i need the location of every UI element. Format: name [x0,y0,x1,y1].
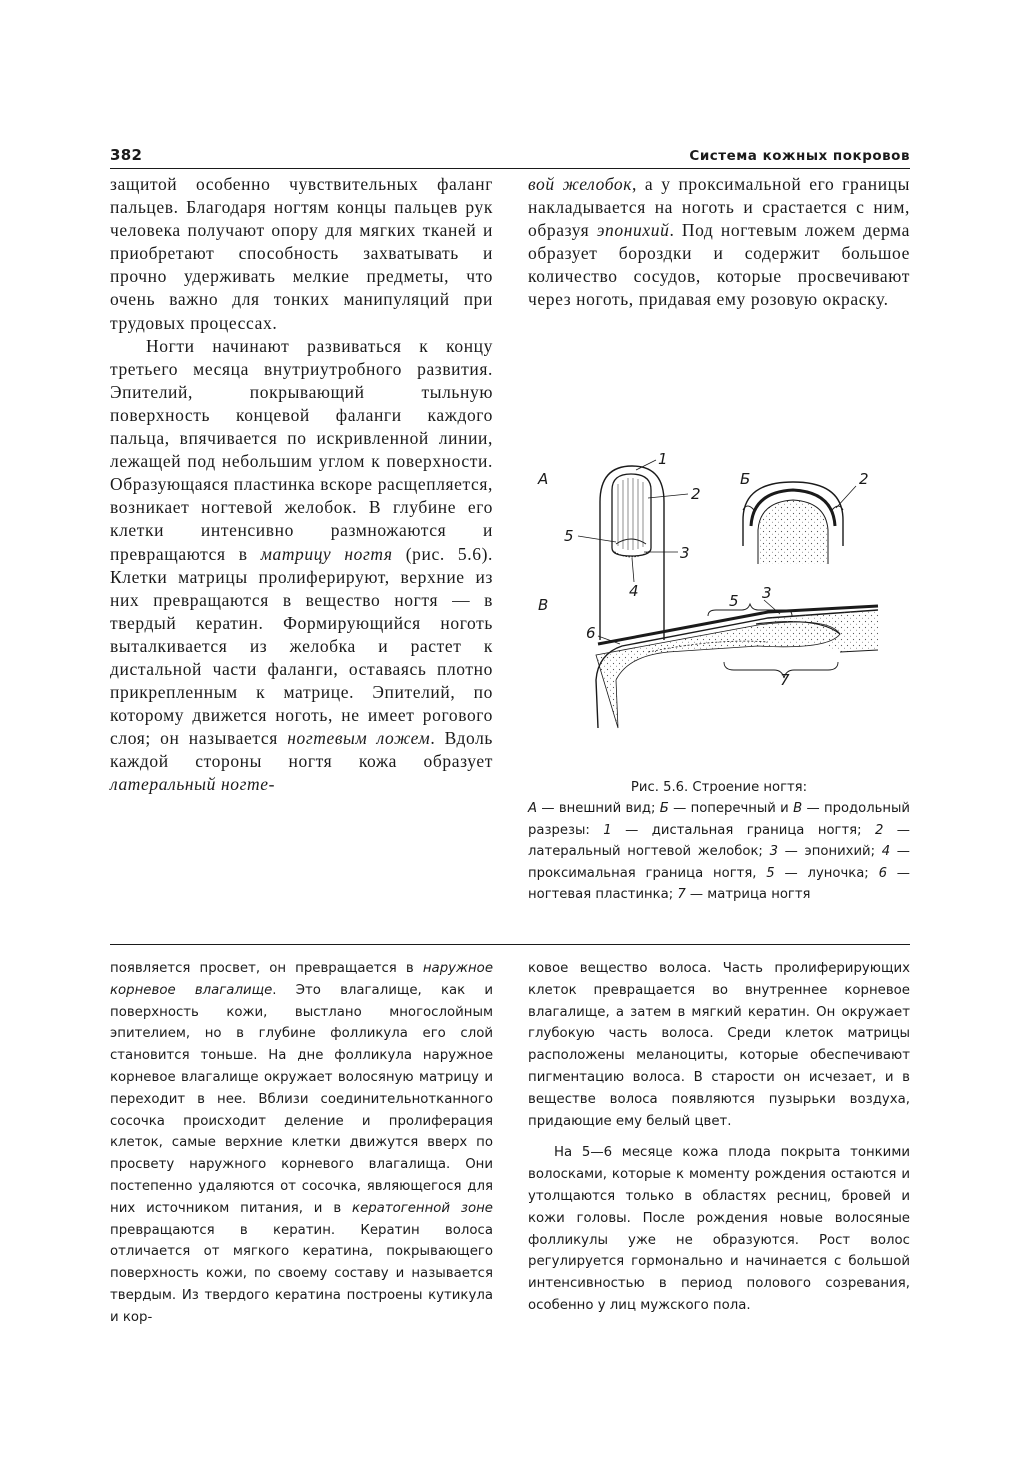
term-keratogenous-zone: кератогенной зоне [352,1200,493,1216]
caption-ref: 4 [881,844,891,860]
paragraph-text: ковое вещество волоса. Часть пролиферирующих клеток превращается во внутреннее корневое влагалище, а затем в мягкий кератин. Он окружает глубокую часть волоса. Среди клеток матрицы расположены меланоциты, которые обеспечивают пигментацию волоса. В старости он исчезает, и в веществе волоса появляются пузырьки воздуха, придающие ему белый цвет. [528,961,910,1129]
nail-structure-drawing [528,440,910,740]
paragraph-text: . Под ногтевым ложем дерма образует бороздки и содержит большое количество сосудов, которые просвечивают через ноготь, придавая ему розовую окраску. [528,220,910,310]
figure-label-4: 4 [629,582,639,600]
figure-label-6: 6 [586,624,596,642]
term-nail-matrix: матрицу ногтя [260,543,393,564]
panel-b-cross-section [743,482,856,564]
caption-text: — эпонихий; [777,844,882,860]
caption-text: — проксимальная граница ногтя, [528,844,910,881]
paragraph-text: защитой особенно чувствительных фаланг пальцев. Благодаря ногтям концы пальцев рук человека получают опору для мягких тканей и приобретают способность захватывать и прочно удерживать мелкие предметы, что очень важно для тонких манипуляций при трудовых процессах. [110,174,493,333]
caption-text: — матрица ногтя [685,887,811,903]
nail-structure-figure [528,440,910,740]
paragraph-text: . Это влагалище, как и поверхность кожи, выстлано многослойным эпителием, но в глубине фолликула его слой становится тоньше. На дне фолликула наружное корневое влагалище окружает волосяную матрицу и переходит в нее. Вблизи соединительнотканного сосочка происходит деление и пролиферация клеток, самые верхние клетки движутся вверх по просвету наружного корневого влагалища. Они постепенно удаляются от сосочка, являющегося для них источником питания, и в [110,982,494,1216]
paragraph-text: На 5—6 месяце кожа плода покрыта тонкими волосками, которые к моменту рождения остаются и утолщаются только в областях ресниц, бровей и кожи головы. После рождения новые волосяные фолликулы уже не образуются. Рост волос регулируется гормонально и начинается с большой интенсивностью в период полового созревания, особенно у лиц мужского пола. [528,1145,910,1313]
paragraph [110,958,493,1329]
figure-label-a: А [538,470,549,488]
caption-ref: Б [659,801,669,817]
caption-text: — продольный разрезы: [528,801,910,838]
panel-v-longitudinal-section [596,600,878,728]
figure-label-2b: 2 [859,470,869,488]
caption-body [528,798,910,905]
caption-text: — дистальная граница ногтя; [611,822,875,838]
top-left-column [110,173,493,797]
panel-a-external-view [578,460,688,640]
caption-ref: 6 [878,865,887,881]
term-outer-root-sheath: наружное корневое влагалище [110,961,493,998]
term-eponychium: эпонихий [596,220,670,241]
bottom-right-column [528,958,910,1317]
figure-label-2a: 2 [691,485,701,503]
caption-text: — луночка; [774,865,879,881]
figure-label-b: Б [740,470,751,488]
figure-label-3b: 3 [762,584,772,602]
caption-text: — ногтевая пластинка; [528,865,910,903]
caption-ref: 3 [769,844,778,860]
term-lateral-groove: латеральный ногте- [110,774,276,795]
caption-ref: А [528,801,538,817]
caption-ref: 7 [677,887,686,903]
section-rule [110,944,910,945]
page-number: 382 [110,146,143,164]
header-rule [110,168,910,169]
term-nail-bed: ногтевым ложем [287,728,431,749]
figure-label-1: 1 [658,450,668,468]
paragraph-text: Ногти начинают развиваться к концу третьего месяца внутриутробного развития. Эпителий, покрывающий тыльную поверхность концевой фаланги каждого пальца, впячивается по искривленной линии, лежащей под небольшим углом к поверхности. Образующаяся пластинка вскоре расщепляется, возникает ногтевой желобок. В глубине его клетки интенсивно размножаются и превращаются в [110,335,493,564]
caption-ref: 5 [766,865,775,881]
caption-text: — латеральный ногтевой желобок; [528,822,910,860]
running-head: Система кожных покровов [689,148,910,164]
caption-text: — внешний вид; [537,801,660,817]
caption-text: — поперечный и [668,801,794,817]
paragraph [110,335,493,797]
paragraph-text: , а у проксимальной его границы накладывается на ноготь и срастается с ним, образуя [528,174,911,241]
term-groove: вой желобок [528,174,633,194]
caption-ref: В [793,801,803,817]
caption-ref: 2 [874,822,884,838]
paragraph-text: (рис. 5.6). Клетки матрицы пролиферируют, верхние из них превращаются в вещество ногтя — в твердый кератин. Формирующийся ноготь выталкивается из желобка и растет к дистальной части фаланги, оставаясь плотно прикрепленным к матрице. Эпителий, по которому движется ноготь, не имеет рогового слоя; он называется [110,543,493,749]
paragraph-text: превращаются в кератин. Кератин волоса отличается от мягкого кератина, покрывающего поверхность кожи, по своему составу и называется твердым. Из твердого кератина построены кутикула и кор- [110,1222,493,1325]
top-right-column [528,173,910,312]
caption-title: Рис. 5.6. Строение ногтя: [630,780,808,795]
paragraph [528,1142,910,1316]
paragraph [528,958,910,1132]
paragraph-text: . Вдоль каждой стороны ногтя кожа образует [110,728,493,772]
figure-label-7: 7 [780,671,790,689]
figure-label-3a: 3 [680,544,690,562]
paragraph [110,173,493,335]
paragraph [528,173,910,312]
figure-label-5b: 5 [729,592,739,610]
paragraph-text: появляется просвет, он превращается в [110,961,423,976]
figure-caption [528,777,910,905]
caption-ref: 1 [603,822,612,838]
figure-label-v: В [538,596,549,614]
bottom-left-column [110,958,493,1329]
figure-label-5a: 5 [564,527,574,545]
